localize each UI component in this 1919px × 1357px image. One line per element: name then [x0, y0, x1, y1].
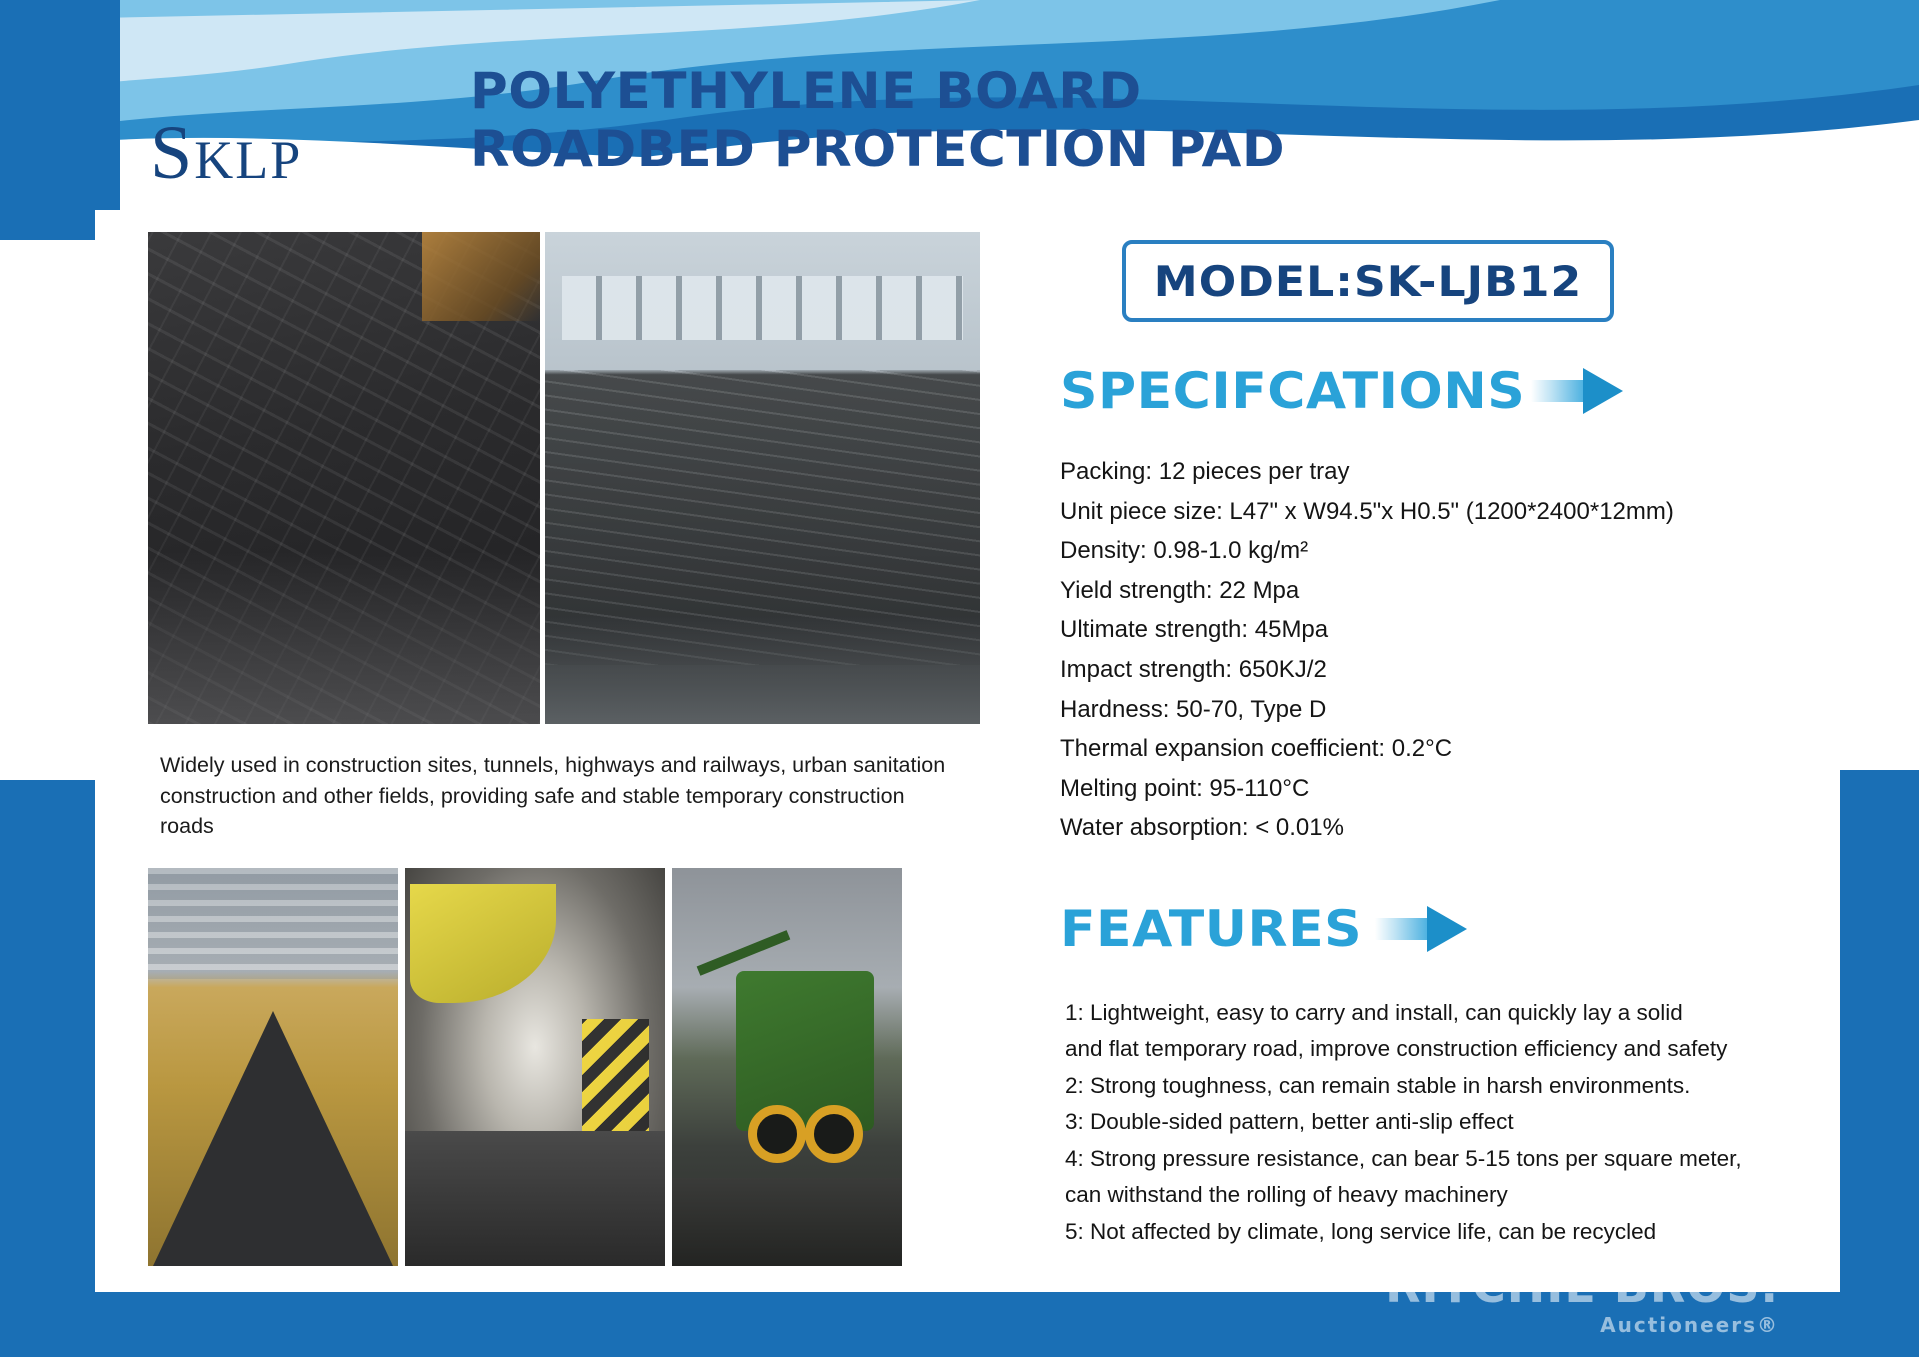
model-label: MODEL:SK-LJB12	[1153, 256, 1583, 306]
feature-item: can withstand the rolling of heavy machinery	[1065, 1182, 1508, 1208]
watermark-line-2: Auctioneers®	[1600, 1313, 1779, 1337]
feature-item: 4: Strong pressure resistance, can bear 5-15 tons per square meter,	[1065, 1145, 1742, 1171]
feature-item: 3: Double-sided pattern, better anti-slip effect	[1065, 1109, 1514, 1135]
usage-caption: Widely used in construction sites, tunnels, highways and railways, urban sanitation construction and other fields, providing safe and stable temporary construction roads	[160, 753, 946, 839]
arrow-right-icon	[1531, 368, 1623, 414]
logo-initial: S	[150, 111, 195, 195]
spec-item: Impact strength: 650KJ/2	[1060, 655, 1327, 683]
forestry-harvester-photo	[672, 868, 902, 1266]
spec-item: Unit piece size: L47" x W94.5"x H0.5" (1200*2400*12mm)	[1060, 497, 1674, 525]
specifications-heading	[1060, 362, 1623, 420]
features-list	[1065, 995, 1895, 1250]
watermark-line-1: RITCHIE BROS.	[1385, 1259, 1779, 1313]
spec-item: Water absorption: < 0.01%	[1060, 814, 1344, 842]
feature-item: 2: Strong toughness, can remain stable in harsh environments.	[1065, 1072, 1691, 1098]
spec-item: Ultimate strength: 45Mpa	[1060, 616, 1329, 644]
title-line-2: ROADBED PROTECTION PAD	[470, 120, 1286, 178]
arrow-right-icon	[1375, 906, 1467, 952]
spec-item: Hardness: 50-70, Type D	[1060, 695, 1327, 723]
factory-warehouse-stack-photo	[545, 232, 980, 724]
stacked-black-mats-photo	[148, 232, 540, 724]
tunnel-mats-photo	[405, 868, 665, 1266]
model-badge	[1122, 240, 1614, 322]
logo-rest: KLP	[194, 130, 303, 190]
spec-item: Density: 0.98-1.0 kg/m²	[1060, 537, 1309, 565]
specifications-heading-text: SPECIFCATIONS	[1060, 362, 1526, 420]
spec-item: Yield strength: 22 Mpa	[1060, 576, 1300, 604]
features-heading	[1060, 900, 1467, 958]
specifications-list	[1060, 452, 1880, 848]
spec-item: Thermal expansion coefficient: 0.2°C	[1060, 735, 1453, 763]
features-heading-text: FEATURES	[1060, 900, 1363, 958]
feature-item: and flat temporary road, improve construction efficiency and safety	[1065, 1036, 1728, 1062]
spec-item: Melting point: 95-110°C	[1060, 774, 1310, 802]
spec-item: Packing: 12 pieces per tray	[1060, 458, 1350, 485]
page-title	[470, 62, 1285, 178]
title-line-1: POLYETHYLENE BOARD	[470, 62, 1142, 120]
brand-logo	[150, 111, 303, 195]
feature-item: 5: Not affected by climate, long service life, can be recycled	[1065, 1218, 1657, 1244]
field-road-mats-photo	[148, 868, 398, 1266]
feature-item: 1: Lightweight, easy to carry and install, can quickly lay a solid	[1065, 1000, 1683, 1025]
